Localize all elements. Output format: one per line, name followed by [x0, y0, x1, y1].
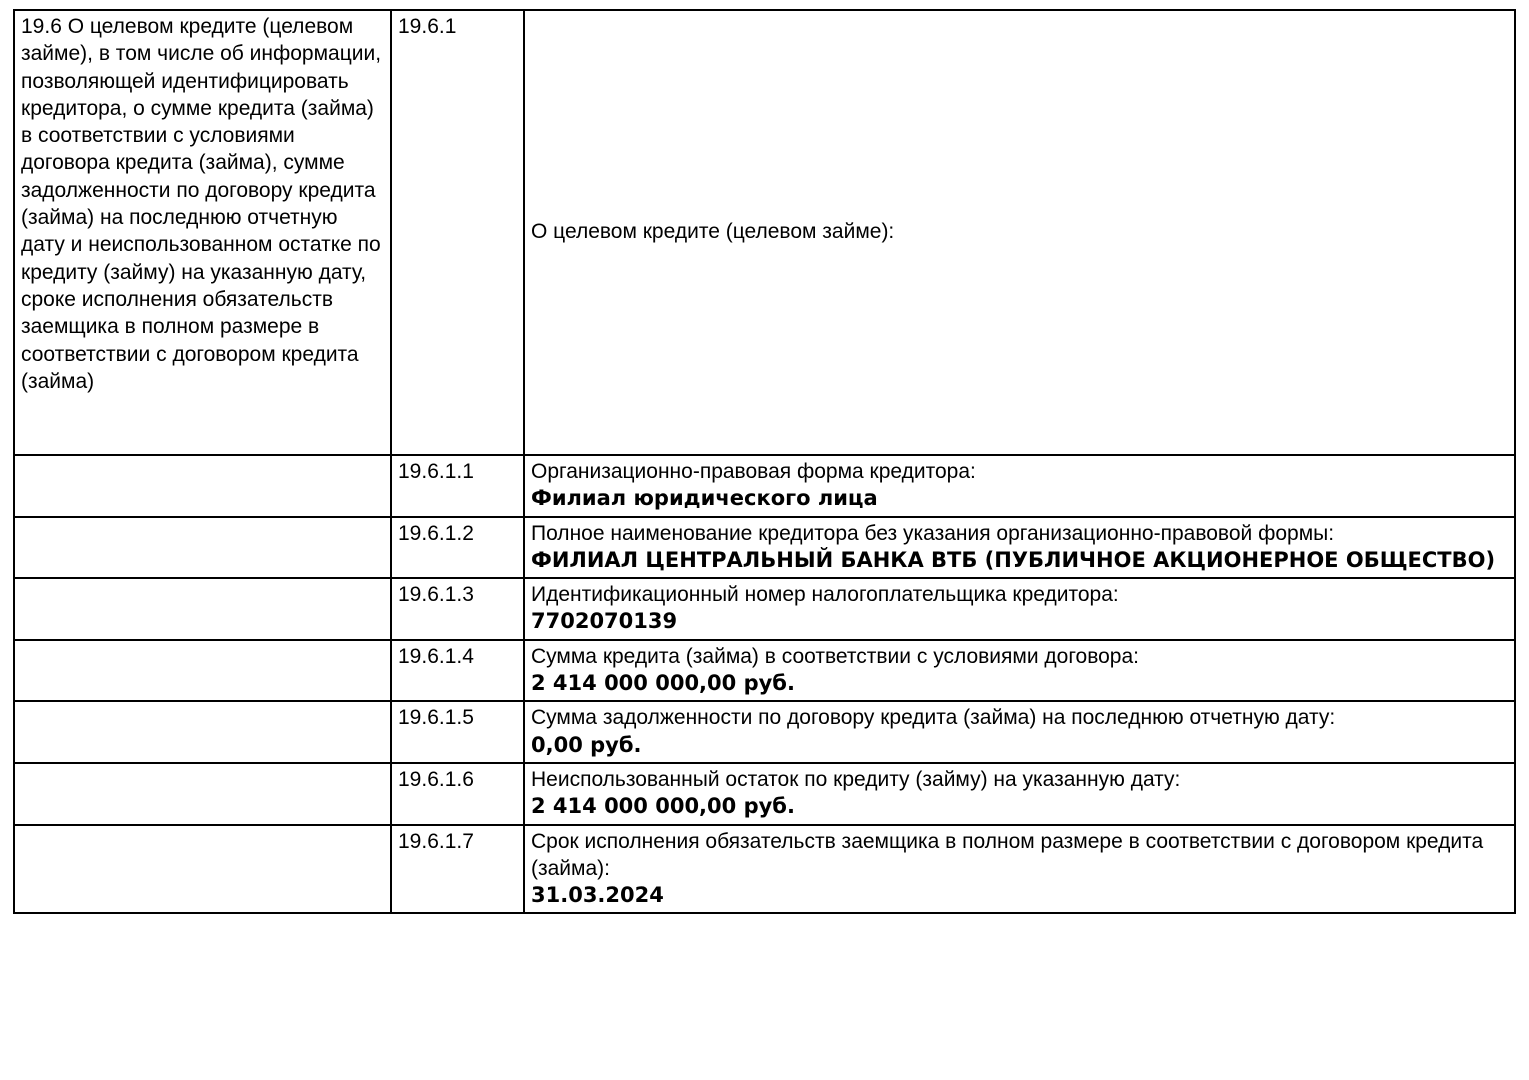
field-label: Организационно-правовая форма кредитора: [531, 460, 976, 483]
credit-info-table [13, 9, 1516, 914]
field-label: Полное наименование кредитора без указания организационно-правовой формы: [531, 521, 1335, 545]
empty-cell [14, 763, 391, 825]
field-value: 0,00 руб. [531, 732, 642, 757]
field-cell [524, 455, 1515, 517]
field-value: 2 414 000 000,00 руб. [531, 794, 795, 819]
field-label: Неиспользованный остаток по кредиту (займу) на указанную дату: [531, 767, 1181, 791]
row-number: 19.6.1.5 [391, 701, 524, 763]
table-row [14, 640, 1515, 702]
field-label: Идентификационный номер налогоплательщика кредитора: [531, 583, 1119, 607]
row-number: 19.6.1.3 [391, 578, 524, 640]
empty-cell [14, 825, 391, 914]
field-cell [524, 763, 1515, 825]
field-cell [524, 578, 1515, 640]
field-cell [524, 825, 1515, 914]
empty-cell [14, 578, 391, 640]
row-number: 19.6.1.4 [391, 640, 524, 702]
field-cell [524, 517, 1515, 579]
row-number: 19.6.1.7 [391, 825, 524, 914]
table-row [14, 825, 1515, 914]
field-value: 2 414 000 000,00 руб. [531, 671, 795, 696]
field-value: 7702070139 [531, 609, 678, 634]
field-label: Сумма кредита (займа) в соответствии с условиями договора: [531, 644, 1139, 668]
empty-cell [14, 455, 391, 517]
field-label: О целевом кредите (целевом займе): [531, 220, 895, 244]
field-value: ФИЛИАЛ ЦЕНТРАЛЬНЫЙ БАНКА ВТБ (ПУБЛИЧНОЕ АКЦИОНЕРНОЕ ОБЩЕСТВО) [531, 547, 1496, 572]
field-cell [524, 701, 1515, 763]
field-label: Сумма задолженности по договору кредита (займа) на последнюю отчетную дату: [531, 706, 1336, 730]
table-row [14, 763, 1515, 825]
row-number: 19.6.1.1 [391, 455, 524, 517]
section-description: 19.6 О целевом кредите (целевом займе), в том числе об информации, позволяющей идентифицировать кредитора, о сумме кредита (займа) в соответствии с условиями договора кредита (займа), сумме задолженности по договору кредита (займа) на последнюю отчетную дату и неиспользованном остатке по кредиту (займу) на указанную дату, сроке исполнения обязательств заемщика в полном размере в соответствии с договором кредита (займа) [14, 10, 391, 455]
table-row [14, 10, 1515, 455]
table-row [14, 455, 1515, 517]
row-number: 19.6.1 [391, 10, 524, 455]
field-value: Филиал юридического лица [531, 486, 878, 511]
table-row [14, 701, 1515, 763]
table-row [14, 578, 1515, 640]
field-cell [524, 10, 1515, 455]
empty-cell [14, 517, 391, 579]
table-row [14, 517, 1515, 579]
row-number: 19.6.1.2 [391, 517, 524, 579]
field-cell [524, 640, 1515, 702]
row-number: 19.6.1.6 [391, 763, 524, 825]
empty-cell [14, 640, 391, 702]
field-label: Срок исполнения обязательств заемщика в полном размере в соответствии с договором кредита (займа): [531, 829, 1484, 880]
field-value: 31.03.2024 [531, 883, 664, 908]
empty-cell [14, 701, 391, 763]
